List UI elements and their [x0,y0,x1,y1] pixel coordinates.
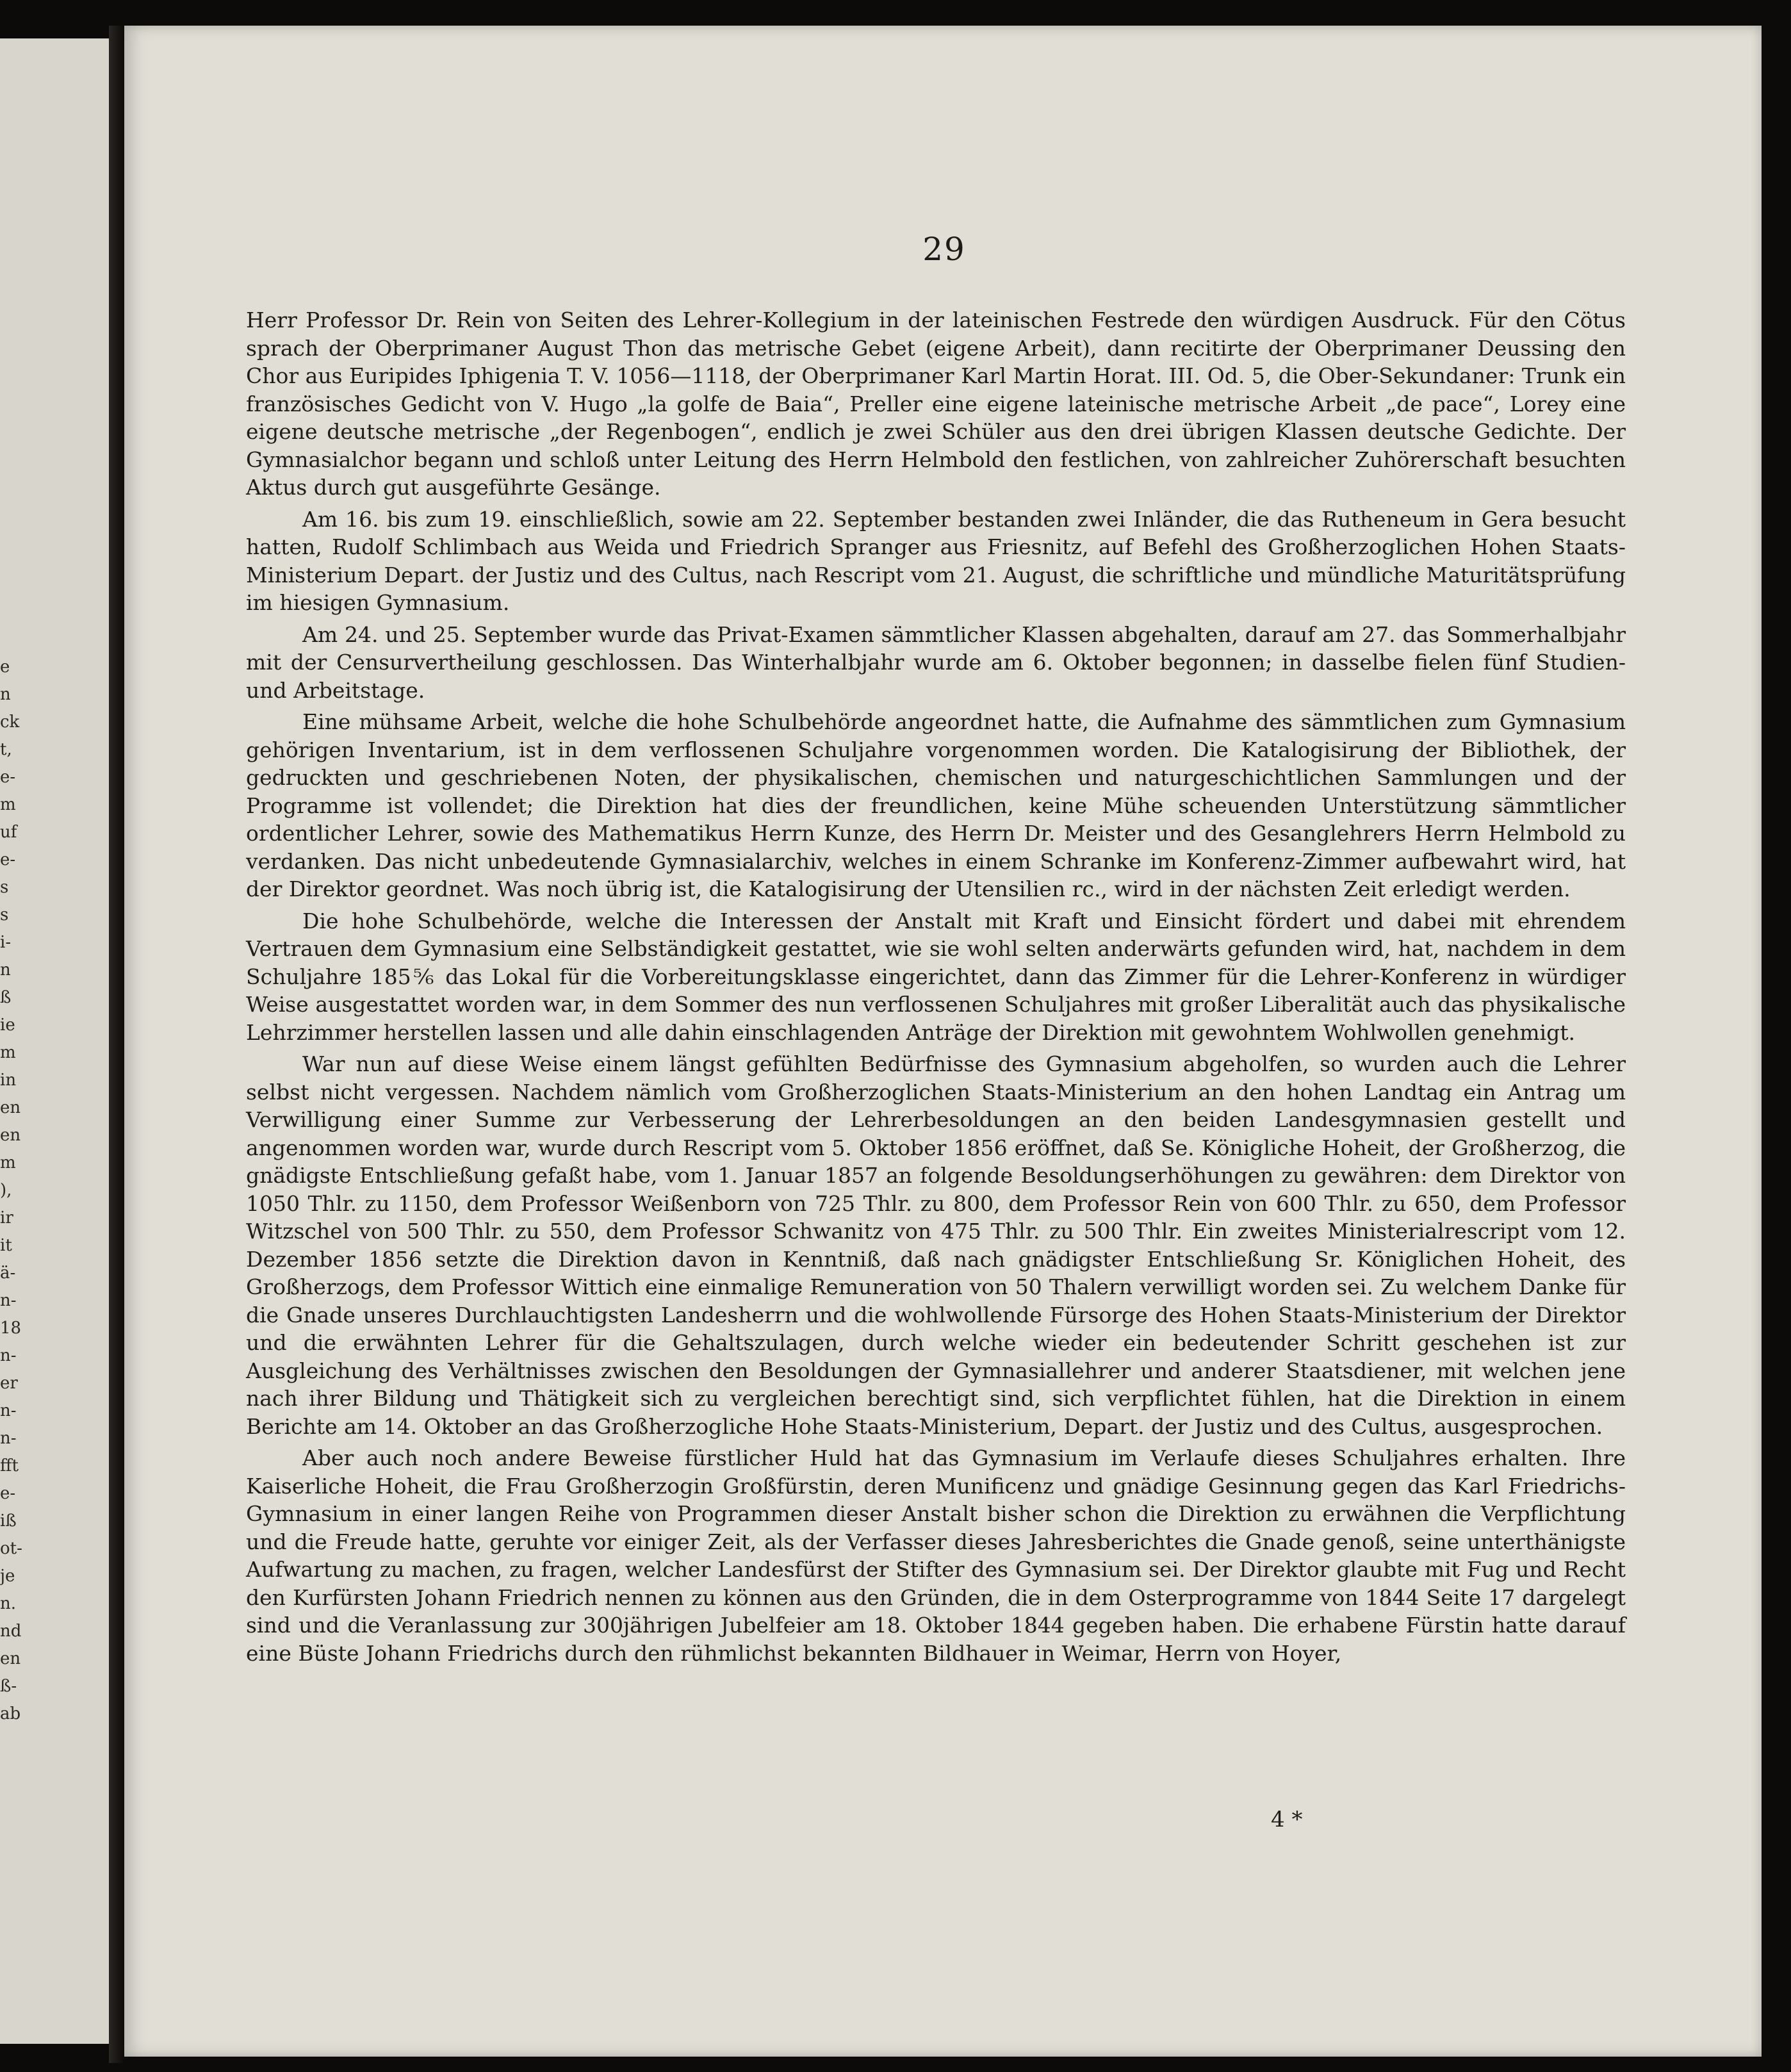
margin-letter: nd [0,1622,22,1641]
margin-letter: in [0,1071,17,1090]
margin-letter: i- [0,933,12,952]
margin-letter: m [0,795,16,814]
margin-letter: ie [0,1015,15,1035]
margin-letter: en [0,1649,21,1668]
margin-letter: n- [0,1429,17,1448]
margin-letter: ir [0,1208,13,1228]
margin-letter: 18 [0,1319,22,1338]
paragraph-besoldung: War nun auf diese Weise einem längst gefühlten Bedürfnisse des Gymnasium abgeholfen, so wurden auch die Lehrer selbst nicht vergessen. Nachdem nämlich vom Großherzoglichen Staats-Ministerium an den hohen Landtag ein Antrag um Verwilligung einer Summe zur Verbesserung der Lehrerbesoldungen an den beiden Landesgymnasien gestellt und angenommen worden war, wurde durch Rescript vom 5. Oktober 1856 eröffnet, daß Se. Königliche Hoheit, der Großherzog, die gnädigste Entschließung gefaßt habe, vom 1. Januar 1857 an folgende Besoldungserhöhungen zu gewähren: dem Direktor von 1050 Thlr. zu 1150, dem Professor Weißenborn von 725 Thlr. zu 800, dem Professor Rein von 600 Thlr. zu 650, dem Professor Witzschel von 500 Thlr. zu 550, dem Professor Schwanitz von 475 Thlr. zu 500 Thlr. Ein zweites Ministerialrescript vom 12. Dezember 1856 setzte die Direktion davon in Kenntniß, daß nach gnädigster Entschließung Sr. Königlichen Hoheit, des Großherzogs, dem Professor Wittich eine einmalige Remuneration von 50 Thalern verwilligt worden sei. Zu welchem Danke für die Gnade unseres Durchlauchtigsten Landesherrn und die wohlwollende Fürsorge des Hohen Staats-Ministerium der Direktor und die erwähnten Lehrer für die Gehaltszulagen, durch welche wieder ein bedeutender Schritt geschehen ist zur Ausgleichung des Verhältnisses zwischen den Besoldungen der Gymnasiallehrer und anderer Staatsdiener, mit welchen jene nach ihrer Bildung und Thätigkeit sich zu vergleichen berechtigt sind, sich verpflichtet fühlen, hat die Direktion in einem Berichte am 14. Oktober an das Großherzogliche Hohe Staats-Ministerium, Depart. der Justiz und des Cultus, ausgesprochen. [246,1051,1626,1439]
margin-letter: n- [0,1401,17,1420]
paragraph-festrede: Herr Professor Dr. Rein von Seiten des Lehrer-Kollegium in der lateinischen Festrede den würdigen Ausdruck. Für den Cötus sprach der Oberprimaner August Thon das metrische Gebet (eigene Arbeit), dann recitirte der Oberprimaner Deussing den Chor aus Euripides Iphigenia T. V. 1056—1118, der Oberprimaner Karl Martin Horat. III. Od. 5, die Ober-Sekundaner: Trunk ein französisches Gedicht von V. Hugo „la golfe de Baia“, Preller eine eigene lateinische metrische Arbeit „de pace“, Lorey eine eigene deutsche metrische „der Regenbogen“, endlich je zwei Schüler aus den drei übrigen Klassen deutsche Gedichte. Der Gymnasialchor begann und schloß unter Leitung des Herrn Helmbold den festlichen, von zahlreicher Zuhörerschaft besuchten Aktus durch gut ausgeführte Gesänge. [246,308,1626,500]
margin-letter: it [0,1236,12,1255]
margin-letter: e- [0,1484,16,1503]
page-number: 29 [922,231,966,268]
margin-letter: e- [0,768,16,787]
margin-letter: e- [0,850,16,869]
margin-letter: ck [0,712,20,732]
previous-page-edge [0,38,111,2044]
margin-letter: fft [0,1456,19,1476]
margin-letter: ab [0,1704,21,1723]
margin-letter: t, [0,740,12,759]
margin-letter: ä- [0,1263,16,1283]
margin-letter: ß- [0,1677,17,1696]
margin-letter: er [0,1374,18,1393]
margin-letter: m [0,1153,16,1172]
signature-mark: 4 * [1271,1807,1303,1832]
paragraph-maturitaetspruefung: Am 16. bis zum 19. einschließlich, sowie am 22. September bestanden zwei Inländer, die das Rutheneum in Gera besucht hatten, Rudolf Schlimbach aus Weida und Friedrich Spranger aus Friesnitz, auf Befehl des Großherzoglichen Hohen Staats-Ministerium Depart. der Justiz und des Cultus, nach Rescript vom 21. August, die schriftliche und mündliche Maturitätsprüfung im hiesigen Gymnasium. [246,506,1626,615]
margin-letter: n. [0,1594,17,1613]
paragraph-inventarium: Eine mühsame Arbeit, welche die hohe Schulbehörde angeordnet hatte, die Aufnahme des sämmtlichen zum Gymnasium gehörigen Inventarium, ist in dem verflossenen Schuljahre vorgenommen worden. Die Katalogisirung der Bibliothek, der gedruckten und geschriebenen Noten, der physikalischen, chemischen und naturgeschichtlichen Sammlungen und der Programme ist vollendet; die Direktion hat dies der freundlichen, keine Mühe scheuenden Unterstützung sämmtlicher ordentlicher Lehrer, sowie des Mathematikus Herrn Kunze, des Herrn Dr. Meister und des Gesanglehrers Herrn Helmbold zu verdanken. Das nicht unbedeutende Gymnasialarchiv, welches in einem Schranke im Konferenz-Zimmer aufbewahrt wird, hat der Direktor geordnet. Was noch übrig ist, die Katalogisirung der Utensilien rc., wird in der nächsten Zeit erledigt werden. [246,709,1626,901]
margin-letter: iß [0,1511,17,1531]
book-gutter [109,26,124,2063]
margin-letter: s [0,905,9,925]
margin-letter: ot- [0,1539,22,1558]
margin-letter: n [0,960,11,980]
margin-letter: m [0,1043,16,1062]
paragraph-fuerstliche-huld: Aber auch noch andere Beweise fürstlicher Huld hat das Gymnasium im Verlaufe dieses Schuljahres erhalten. Ihre Kaiserliche Hoheit, die Frau Großherzogin Großfürstin, deren Munificenz und gnädige Gesinnung gegen das Karl Friedrichs-Gymnasium in einer langen Reihe von Programmen dieser Anstalt bisher schon die Direktion zu erwähnen die Verpflichtung und die Freude hatte, geruhte vor einiger Zeit, als der Verfasser dieses Jahresberichtes die Gnade genoß, seine unterthänigste Aufwartung zu machen, zu fragen, welcher Landesfürst der Stifter des Gymnasium sei. Der Direktor glaubte mit Fug und Recht den Kurfürsten Johann Friedrich nennen zu können aus den Gründen, die in dem Osterprogramme von 1844 Seite 17 dargelegt sind und die Veranlassung zur 300jährigen Jubelfeier am 18. Oktober 1844 gegeben haben. Die erhabene Fürstin hatte darauf eine Büste Johann Friedrichs durch den rühmlichst bekannten Bildhauer in Weimar, Herrn von Hoyer, [246,1445,1626,1666]
margin-letter: en [0,1126,21,1145]
page-body-text [246,306,1626,1671]
previous-page-margin-text [0,654,38,1728]
paragraph-privat-examen: Am 24. und 25. September wurde das Privat-Examen sämmtlicher Klassen abgehalten, darauf am 27. das Sommerhalbjahr mit der Censurvertheilung geschlossen. Das Winterhalbjahr wurde am 6. Oktober begonnen; in dasselbe fielen fünf Studien- und Arbeitstage. [246,621,1626,703]
margin-letter: je [0,1566,15,1586]
margin-letter: e [0,657,10,677]
margin-letter: n [0,685,11,704]
paragraph-schulbehoerde: Die hohe Schulbehörde, welche die Interessen der Anstalt mit Kraft und Einsicht fördert und dabei mit ehrendem Vertrauen dem Gymnasium eine Selbständigkeit gestattet, wie sie wohl selten anderwärts gefunden wird, hat, nachdem in dem Schuljahre 185⅚ das Lokal für die Vorbereitungsklasse eingerichtet, dann das Zimmer für die Lehrer-Konferenz in würdiger Weise ausgestattet worden war, in dem Sommer des nun verflossenen Schuljahres mit großer Liberalität auch das physikalische Lehrzimmer herstellen lassen und alle dahin einschlagenden Anträge der Direktion mit gewohntem Wohlwollen genehmigt. [246,908,1626,1045]
margin-letter: en [0,1098,21,1117]
margin-letter: ß [0,988,12,1007]
margin-letter: uf [0,823,17,842]
margin-letter: ), [0,1181,12,1200]
margin-letter: n- [0,1346,17,1365]
book-page [124,26,1762,2057]
margin-letter: n- [0,1291,17,1310]
margin-letter: s [0,878,9,897]
